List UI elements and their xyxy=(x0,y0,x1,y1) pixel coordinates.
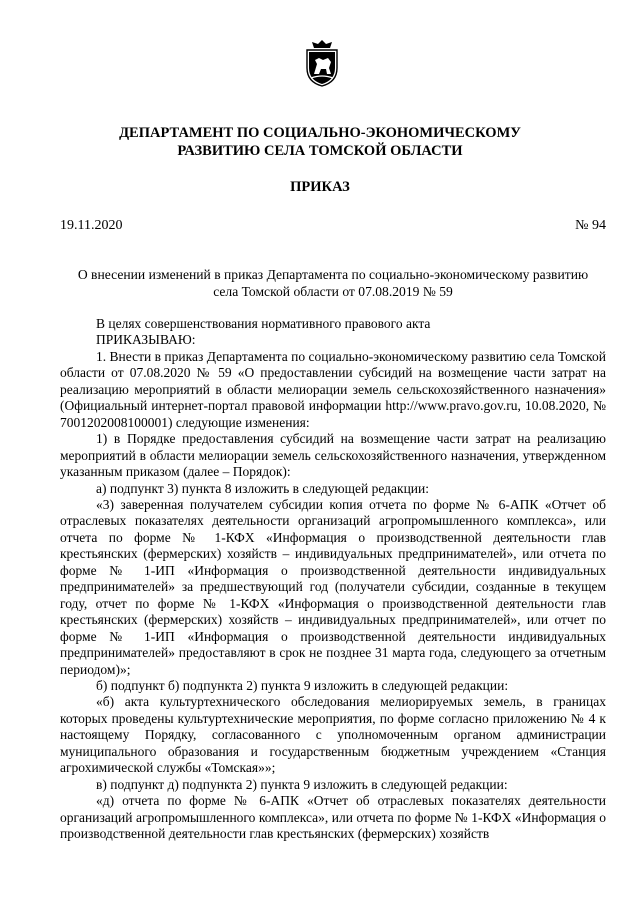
order-subject-line1: О внесении изменений в приказ Департамента по социально-экономическому развитию xyxy=(77,267,589,282)
order-subject xyxy=(60,266,606,301)
order-date: 19.11.2020 xyxy=(60,218,123,233)
body-paragraph: В целях совершенствования нормативного правового акта xyxy=(96,316,431,331)
document-type: ПРИКАЗ xyxy=(290,179,350,195)
department-title-line2: РАЗВИТИЮ СЕЛА ТОМСКОЙ ОБЛАСТИ xyxy=(177,143,463,159)
body-paragraph: ПРИКАЗЫВАЮ: xyxy=(96,332,196,348)
order-number: № 94 xyxy=(575,218,606,233)
body-paragraph: «б) акта культуртехнического обследования мелиорируемых земель, в границах которых проведены культуртехнические мероприятия, по форме согласно приложению № 4 к настоящему Порядку, согласованного с уполномоченным органом администрации муниципального образования и государственным бюджетным учреждением «Станция агрохимической службы «Томская»»; xyxy=(60,694,606,776)
department-title xyxy=(0,124,640,160)
body-paragraph: а) подпункт 3) пункта 8 изложить в следующей редакции: xyxy=(96,480,430,496)
order-body xyxy=(60,316,606,843)
body-paragraph: 1. Внести в приказ Департамента по социально-экономическому развитию села Томской области от 07.08.2020 № 59 «О предоставлении субсидий на возмещение части затрат на реализацию мероприятий в области мелиорации земель сельскохозяйственного назначения» (Официальный интернет-портал правовой информации http://www.pravo.gov.ru, 10.08.2020, № 7001202008100001) следующие изменения: xyxy=(60,348,606,430)
tomsk-region-coat-of-arms-icon xyxy=(302,38,342,88)
department-title-line1: ДЕПАРТАМЕНТ ПО СОЦИАЛЬНО-ЭКОНОМИЧЕСКОМУ xyxy=(119,125,521,141)
body-paragraph: б) подпункт б) подпункта 2) пункта 9 изложить в следующей редакции: xyxy=(96,677,509,693)
body-paragraph: «3) заверенная получателем субсидии копия отчета по форме № 6-АПК «Отчет об отраслевых показателях деятельности организаций агропромышленного комплекса», или отчета по форме № 1-КФХ «Информация о производственной деятельности глав крестьянских (фермерских) хозяйств – индивидуальных предпринимателей», или отчета по форме № 1-ИП «Информация о производственной деятельности индивидуальных предпринимателей» за предшествующий год (получатели субсидии, созданные в текущем году, отчет по форме № 1-КФХ «Информация о производственной деятельности глав крестьянских (фермерских) хозяйств – индивидуальных предпринимателей», или отчет по форме № 1-ИП «Информация о производственной деятельности индивидуальных предпринимателей» предоставляют в срок не позднее 31 марта года, следующего за отчетным периодом)»; xyxy=(60,496,606,677)
body-paragraph: в) подпункт д) подпункта 2) пункта 9 изложить в следующей редакции: xyxy=(96,776,508,792)
date-number-row xyxy=(60,218,606,234)
body-paragraph: «д) отчета по форме № 6-АПК «Отчет об отраслевых показателях деятельности организаций агропромышленного комплекса», или отчета по форме № 1-КФХ «Информация о производственной деятельности глав крестьянских (фермерских) хозяйств xyxy=(60,793,606,842)
body-paragraph: 1) в Порядке предоставления субсидий на возмещение части затрат на реализацию мероприятий в области мелиорации земель сельскохозяйственного назначения, утвержденном указанным приказом (далее – Порядок): xyxy=(60,431,606,480)
order-subject-line2: села Томской области от 07.08.2019 № 59 xyxy=(213,284,453,300)
